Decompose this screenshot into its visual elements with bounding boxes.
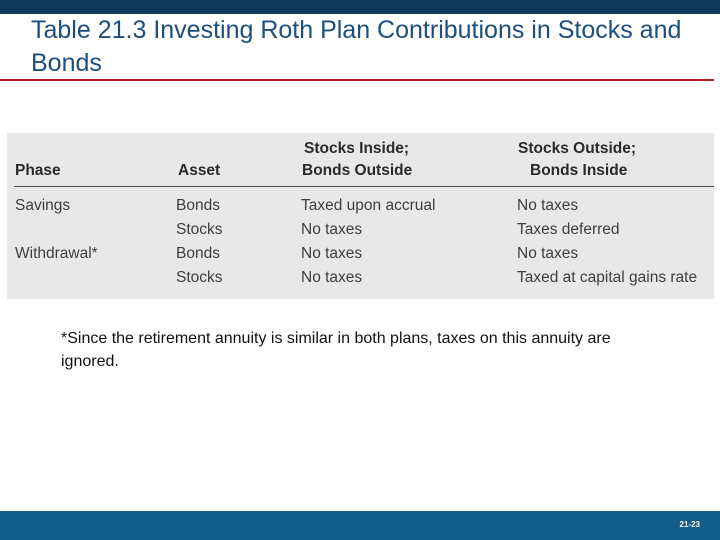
- row-3-phase: Withdrawal*: [15, 245, 98, 262]
- header-rule: [14, 186, 714, 187]
- header-phase: Phase: [15, 162, 61, 179]
- slide-title: Table 21.3 Investing Roth Plan Contributions in Stocks and Bonds: [31, 16, 682, 77]
- slide-number: 21-23: [679, 520, 700, 529]
- bottom-bar: [0, 511, 720, 540]
- header-stocks-inside-line2: Bonds Outside: [302, 162, 413, 179]
- row-1-stocks-outside: No taxes: [517, 197, 579, 214]
- row-3-asset: Bonds: [176, 245, 220, 262]
- title-divider: [0, 79, 714, 81]
- table-panel: [7, 133, 714, 299]
- row-4-stocks-inside: No taxes: [301, 269, 363, 286]
- row-2-asset: Stocks: [176, 221, 223, 238]
- row-1-phase: Savings: [15, 197, 71, 214]
- row-1-asset: Bonds: [176, 197, 220, 214]
- row-4-asset: Stocks: [176, 269, 223, 286]
- header-asset: Asset: [178, 162, 221, 179]
- footnote: *Since the retirement annuity is similar in both plans, taxes on this annuity are ignored.: [61, 330, 611, 370]
- row-4-stocks-outside: Taxed at capital gains rate: [517, 269, 698, 286]
- header-stocks-outside-line2: Bonds Inside: [530, 162, 628, 179]
- row-2-stocks-inside: No taxes: [301, 221, 363, 238]
- header-stocks-inside-line1: Stocks Inside;: [304, 140, 410, 157]
- row-3-stocks-inside: No taxes: [301, 245, 363, 262]
- row-3-stocks-outside: No taxes: [517, 245, 579, 262]
- top-bar: [0, 0, 720, 14]
- row-2-stocks-outside: Taxes deferred: [517, 221, 620, 238]
- header-stocks-outside-line1: Stocks Outside;: [518, 140, 636, 157]
- row-1-stocks-inside: Taxed upon accrual: [301, 197, 436, 214]
